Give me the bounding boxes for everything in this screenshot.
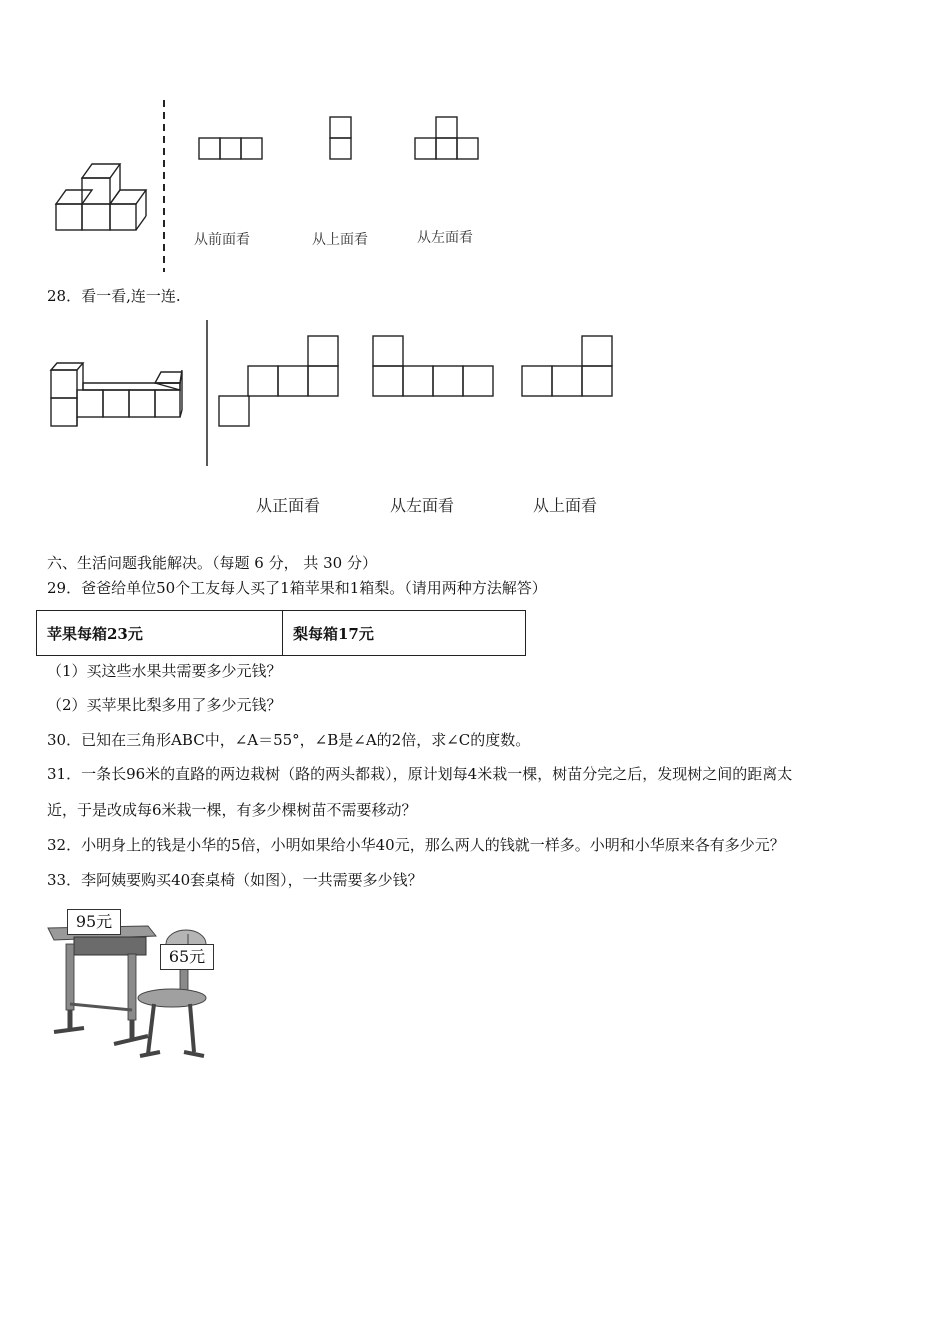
view-option-c-28 [521, 335, 617, 399]
table-row [37, 611, 526, 656]
q31-line2: 近，于是改成每6米栽一棵，有多少棵树苗不需要移动？ [47, 801, 417, 819]
chair-price-tag: 65元 [160, 944, 214, 970]
view-label-top-27: 从上面看 [312, 232, 368, 248]
q30-text: 30．已知在三角形ABC中，∠A＝55°，∠B是∠A的2倍，求∠C的度数。 [47, 731, 531, 749]
q29-sub1: （1）买这些水果共需要多少元钱？ [47, 662, 282, 680]
q28-text: 28．看一看,连一连. [47, 287, 181, 305]
table-cell-pear: 梨每箱17元 [283, 611, 526, 656]
view-left-27 [414, 116, 484, 162]
solid-divider [205, 320, 209, 466]
q29-sub2: （2）买苹果比梨多用了多少元钱？ [47, 696, 282, 714]
view-label-front-27: 从前面看 [194, 232, 250, 248]
view-label-front-28: 从正面看 [256, 496, 321, 515]
desk-price-tag: 95元 [67, 909, 121, 935]
dashed-divider [162, 100, 166, 272]
cube-solid-figure-27 [52, 158, 162, 238]
view-option-b-28 [372, 335, 498, 399]
section6-heading: 六、生活问题我能解决。（每题 6 分， 共 30 分） [47, 554, 377, 572]
q33-text: 33．李阿姨要购买40套桌椅（如图），一共需要多少钱？ [47, 871, 423, 889]
q29-text: 29．爸爸给单位50个工友每人买了1箱苹果和1箱梨。（请用两种方法解答） [47, 579, 547, 597]
view-top-27 [329, 116, 355, 162]
q31-line1: 31．一条长96米的直路的两边栽树（路的两头都栽），原计划每4米栽一棵，树苗分完之后，发现树之间的距离太 [47, 765, 793, 783]
view-option-a-28 [218, 335, 342, 429]
view-front-27 [198, 137, 268, 163]
view-label-top-28: 从上面看 [533, 496, 598, 515]
q32-text: 32．小明身上的钱是小华的5倍，小明如果给小华40元，那么两人的钱就一样多。小明和小华原来各有多少元？ [47, 836, 785, 854]
table-cell-apple: 苹果每箱23元 [37, 611, 283, 656]
cube-solid-figure-28 [50, 362, 190, 428]
price-table [36, 610, 526, 656]
view-label-left-28: 从左面看 [390, 496, 455, 515]
view-label-left-27: 从左面看 [417, 230, 473, 246]
